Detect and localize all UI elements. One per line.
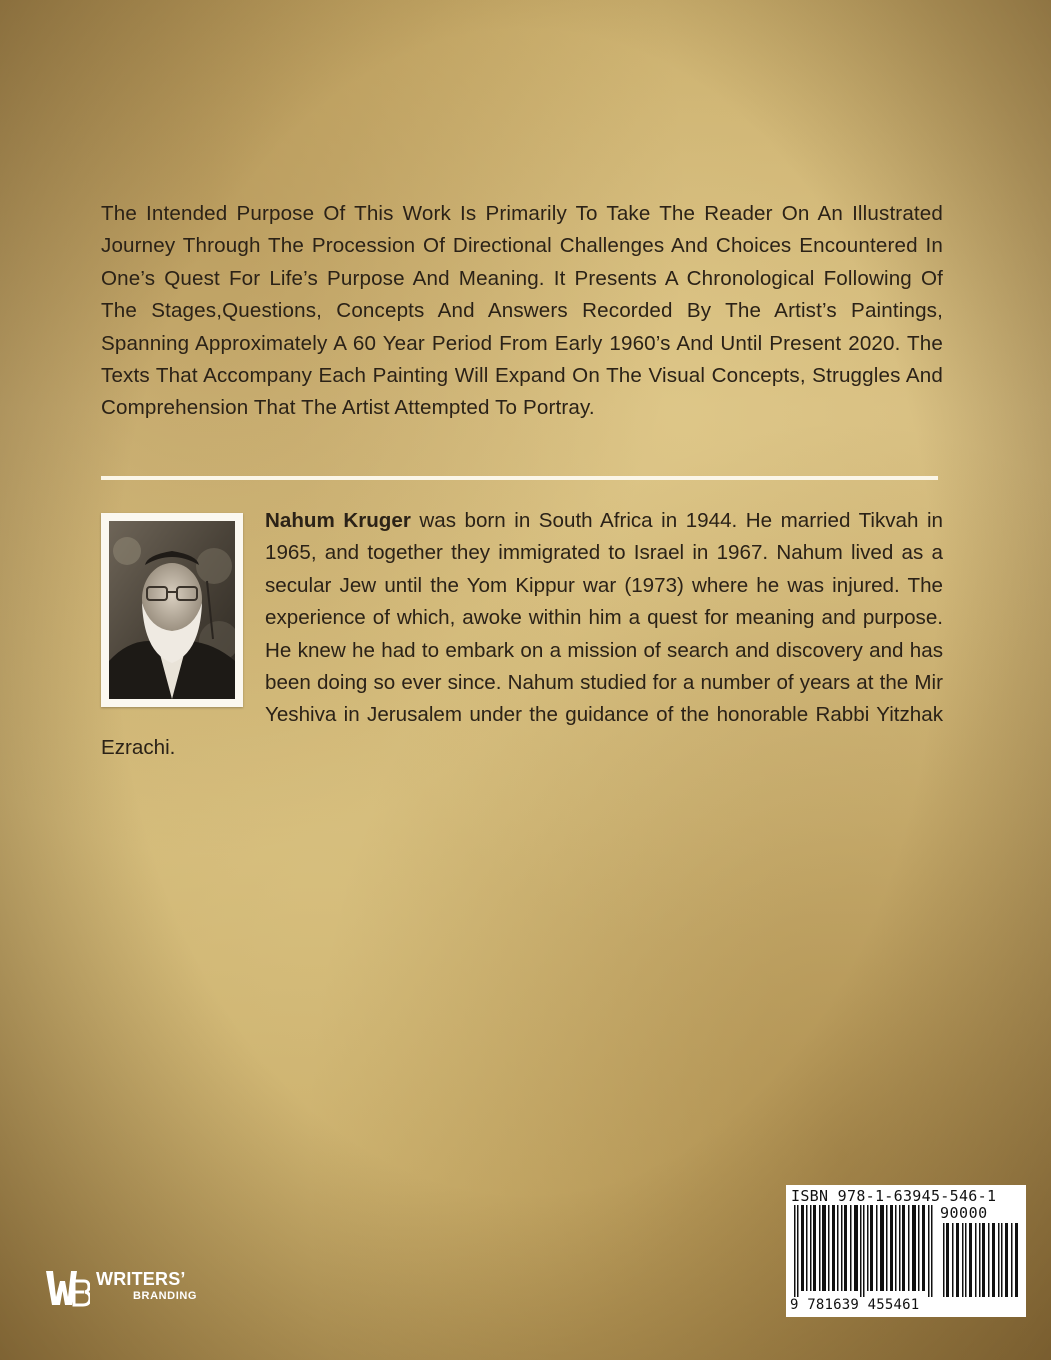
publisher-name-line2: BRANDING [133,1290,198,1302]
publisher-logo-icon [44,1267,90,1309]
ean-number: 9 781639 455461 [790,1297,920,1313]
author-bio-text: was born in South Africa in 1944. He married Tikvah in 1965, and together they immigrated to Israel in 1967. Nahum lived as a secular Jew until the Yom Kippur war (1973) where he was injured. The experience of which, awoke within him a quest for meaning and purpose. He knew he had to embark on a mission of search and discovery and has been doing so ever since. Nahum studied for a number of years at the Mir Yeshiva in Jerusalem under the guidance of the honorable Rabbi Yitzhak Ezrachi. [101,509,944,759]
isbn-number: ISBN 978-1-63945-546-1 [791,1187,997,1205]
photo-spacer [101,505,265,717]
publisher-name-line1: WRITERS’ [96,1269,186,1289]
author-name: Nahum Kruger [265,509,411,532]
barcode-addon-number: 90000 [940,1204,988,1222]
addon-barcode-bars [942,1223,1022,1297]
ean-barcode-bars [792,1205,938,1297]
book-blurb: The Intended Purpose Of This Work Is Primarily To Take The Reader On An Illustrated Journey Through The Procession Of Directional Challenges And Choices Encountered In One’s Quest For Life’s Purpose And Meaning. It Presents A Chronological Following Of The Stages,Questions, Concepts And Answers Recorded By The Artist’s Paintings, Spanning Approximately A 60 Year Period From Early 1960’s And Until Present 2020. The Texts That Accompany Each Painting Will Expand On The Visual Concepts, Struggles And Comprehension That The Artist Attempted To Portray. [101,202,943,420]
isbn-barcode [786,1185,1026,1317]
publisher-logo [44,1265,244,1315]
divider-line [101,476,938,480]
author-bio [101,505,943,764]
